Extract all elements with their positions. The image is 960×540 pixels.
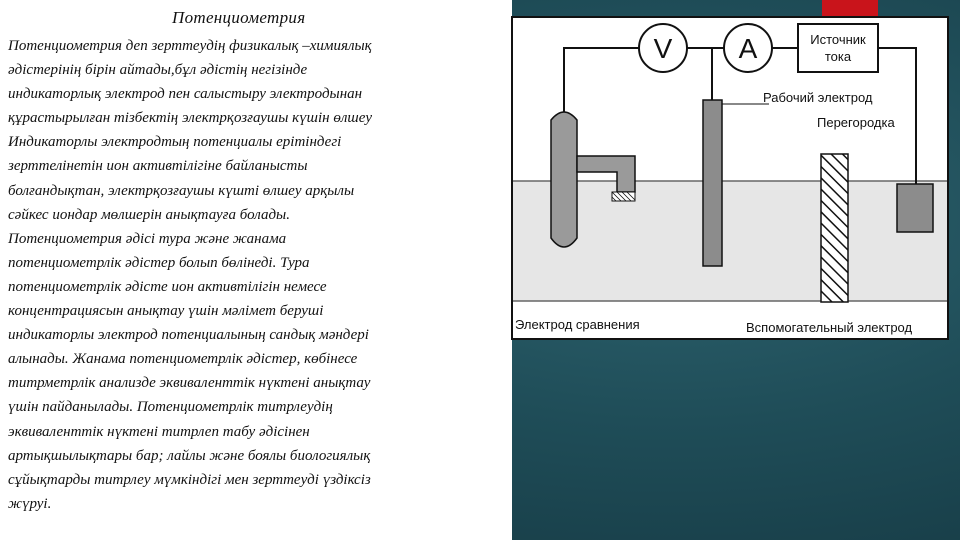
- working-electrode: [703, 100, 722, 266]
- partition-label: Перегородка: [817, 115, 895, 130]
- ammeter-label: A: [738, 33, 758, 64]
- auxiliary-electrode: [897, 184, 933, 232]
- slide-title: Потенциометрия: [172, 8, 306, 27]
- voltmeter-label: V: [653, 33, 673, 64]
- current-source-label-line1: Источник: [810, 32, 866, 47]
- solution: [513, 181, 947, 301]
- reference-electrode-body: [551, 112, 577, 247]
- current-source-label-line2: тока: [824, 49, 852, 64]
- red-accent-marker: [822, 0, 878, 16]
- working-electrode-label: Рабочий электрод: [763, 90, 873, 105]
- partition: [821, 154, 848, 302]
- reference-electrode-label: Электрод сравнения: [515, 317, 640, 332]
- slide-body-text: Потенциометрия деп зерттеудің физикалық –химиялық әдістерінің бірін айтады,бұл әдістің негізінде индикаторлық электрод пен салыстыру электродынан құрастырылған тізбектің электрқозғаушы күшін өлшеу Индикаторлы электродтың потенциалы ерітіндегі зерттелінетін ион активтілігіне байланысты болғандықтан, электрқозғаушы күшті өлшеу арқылы сәйкес иондар мөлшерін анықтауға болады. Потенциометрия әдісі тура және жанама потенциометрлік әдістер болып бөлінеді. Тура потенциометрлік әдісте ион активтілігін немесе концентрациясын анықтау үшін мәлімет беруші индикаторлы электрод потенциалының сандық мәндері алынады. Жанама потенциометрлік әдістер, көбінесе титрметрлік анализде эквиваленттік нүктені анықтау үшін пайданылады. Потенциометрлік титрлеудің эквиваленттік нүктені титрлеп табу әдісінен артықшылықтары бар; лайлы және боялы биологиялық сұйықтарды титрлеу мүмкіндігі мен зерттеуді үздіксіз жүруі.: [8, 38, 373, 512]
- auxiliary-electrode-label: Вспомогательный электрод: [746, 320, 913, 335]
- cell-diagram-svg: [511, 16, 949, 340]
- potentiometry-cell-diagram: [511, 16, 949, 340]
